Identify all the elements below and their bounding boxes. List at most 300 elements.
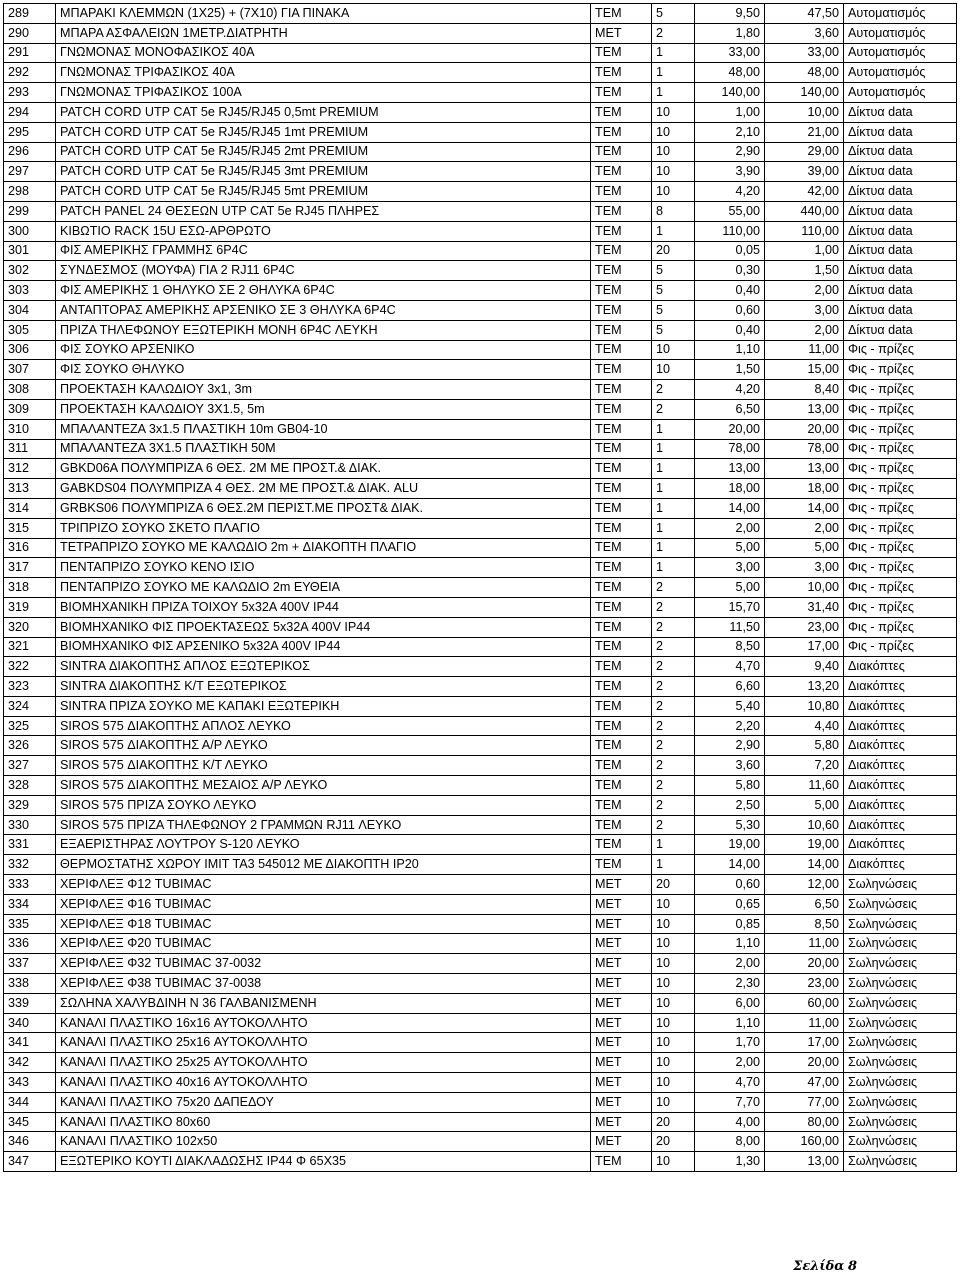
total-cell: 48,00 — [765, 63, 844, 83]
unit-price-cell: 1,80 — [695, 23, 765, 43]
unit-cell: ΤΕΜ — [591, 657, 652, 677]
description-cell: ΣΥΝΔΕΣΜΟΣ (ΜΟΥΦΑ) ΓΙΑ 2 RJ11 6P4C — [56, 261, 591, 281]
unit-cell: ΤΕΜ — [591, 498, 652, 518]
item-number-cell: 344 — [4, 1092, 56, 1112]
category-cell: Σωληνώσεις — [844, 1092, 957, 1112]
table-row — [4, 399, 957, 419]
category-cell: Δίκτυα data — [844, 162, 957, 182]
description-cell: SIROS 575 ΠΡΙΖΑ ΤΗΛΕΦΩΝΟΥ 2 ΓΡΑΜΜΩΝ RJ11 ΛΕΥΚΟ — [56, 815, 591, 835]
item-number-cell: 305 — [4, 320, 56, 340]
category-cell: Σωληνώσεις — [844, 1053, 957, 1073]
description-cell: ΠΡΟΕΚΤΑΣΗ ΚΑΛΩΔΙΟΥ 3Χ1.5, 5m — [56, 399, 591, 419]
unit-cell: ΤΕΜ — [591, 83, 652, 103]
total-cell: 29,00 — [765, 142, 844, 162]
unit-cell: ΤΕΜ — [591, 1152, 652, 1172]
unit-cell: ΤΕΜ — [591, 617, 652, 637]
table-row — [4, 340, 957, 360]
unit-price-cell: 2,00 — [695, 518, 765, 538]
total-cell: 6,50 — [765, 894, 844, 914]
category-cell: Σωληνώσεις — [844, 875, 957, 895]
item-number-cell: 339 — [4, 993, 56, 1013]
quantity-cell: 10 — [652, 1092, 695, 1112]
table-row — [4, 142, 957, 162]
unit-cell: ΤΕΜ — [591, 182, 652, 202]
quantity-cell: 1 — [652, 63, 695, 83]
item-number-cell: 290 — [4, 23, 56, 43]
unit-cell: ΜΕΤ — [591, 954, 652, 974]
description-cell: ΚΑΝΑΛΙ ΠΛΑΣΤΙΚΟ 40x16 ΑΥΤΟΚΟΛΛΗΤΟ — [56, 1073, 591, 1093]
description-cell: PATCH CORD UTP CAT 5e RJ45/RJ45 5mt PREMIUM — [56, 182, 591, 202]
table-row — [4, 122, 957, 142]
table-row — [4, 855, 957, 875]
category-cell: Φις - πρίζες — [844, 419, 957, 439]
category-cell: Σωληνώσεις — [844, 1013, 957, 1033]
table-row — [4, 954, 957, 974]
item-number-cell: 306 — [4, 340, 56, 360]
category-cell: Σωληνώσεις — [844, 934, 957, 954]
total-cell: 12,00 — [765, 875, 844, 895]
unit-price-cell: 1,30 — [695, 1152, 765, 1172]
table-row — [4, 182, 957, 202]
page-number: 8 — [847, 1259, 857, 1274]
description-cell: ΕΞΩΤΕΡΙΚΟ ΚΟΥΤΙ ΔΙΑΚΛΑΔΩΣΗΣ IP44 Φ 65Χ35 — [56, 1152, 591, 1172]
unit-cell: ΤΕΜ — [591, 419, 652, 439]
description-cell: ΠΕΝΤΑΠΡΙΖΟ ΣΟΥΚΟ ΚΕΝΟ ΙΣΙΟ — [56, 558, 591, 578]
unit-price-cell: 0,30 — [695, 261, 765, 281]
description-cell: ΒΙΟΜΗΧΑΝΙΚΗ ΠΡΙΖΑ ΤΟΙΧΟΥ 5x32A 400V IP44 — [56, 597, 591, 617]
unit-cell: ΤΕΜ — [591, 835, 652, 855]
category-cell: Διακόπτες — [844, 657, 957, 677]
quantity-cell: 5 — [652, 300, 695, 320]
total-cell: 47,00 — [765, 1073, 844, 1093]
item-number-cell: 307 — [4, 360, 56, 380]
description-cell: ΤΕΤΡΑΠΡΙΖΟ ΣΟΥΚΟ ΜΕ ΚΑΛΩΔΙΟ 2m + ΔΙΑΚΟΠΤΗ ΠΛΑΓΙΟ — [56, 538, 591, 558]
page-footer — [793, 1258, 857, 1274]
category-cell: Διακόπτες — [844, 716, 957, 736]
unit-cell: ΤΕΜ — [591, 399, 652, 419]
item-number-cell: 324 — [4, 696, 56, 716]
quantity-cell: 10 — [652, 974, 695, 994]
total-cell: 5,80 — [765, 736, 844, 756]
unit-price-cell: 1,50 — [695, 360, 765, 380]
unit-cell: ΤΕΜ — [591, 201, 652, 221]
description-cell: ΧΕΡΙΦΛΕΞ Φ16 TUBIMAC — [56, 894, 591, 914]
category-cell: Αυτοματισμός — [844, 23, 957, 43]
item-number-cell: 303 — [4, 281, 56, 301]
category-cell: Διακόπτες — [844, 677, 957, 697]
unit-price-cell: 1,10 — [695, 1013, 765, 1033]
item-number-cell: 341 — [4, 1033, 56, 1053]
description-cell: ΚΙΒΩΤΙΟ RACK 15U ΕΣΩ-ΑΡΘΡΩΤΟ — [56, 221, 591, 241]
quantity-cell: 2 — [652, 736, 695, 756]
item-number-cell: 292 — [4, 63, 56, 83]
category-cell: Φις - πρίζες — [844, 360, 957, 380]
item-number-cell: 334 — [4, 894, 56, 914]
page-label: Σελίδα — [793, 1259, 845, 1274]
item-number-cell: 293 — [4, 83, 56, 103]
table-row — [4, 261, 957, 281]
quantity-cell: 2 — [652, 677, 695, 697]
unit-price-cell: 4,70 — [695, 1073, 765, 1093]
unit-cell: ΤΕΜ — [591, 261, 652, 281]
quantity-cell: 1 — [652, 479, 695, 499]
unit-price-cell: 8,50 — [695, 637, 765, 657]
unit-price-cell: 2,90 — [695, 142, 765, 162]
table-row — [4, 4, 957, 24]
item-number-cell: 342 — [4, 1053, 56, 1073]
category-cell: Αυτοματισμός — [844, 4, 957, 24]
table-row — [4, 518, 957, 538]
total-cell: 77,00 — [765, 1092, 844, 1112]
unit-cell: ΜΕΤ — [591, 894, 652, 914]
total-cell: 4,40 — [765, 716, 844, 736]
quantity-cell: 20 — [652, 241, 695, 261]
unit-price-cell: 13,00 — [695, 459, 765, 479]
table-row — [4, 558, 957, 578]
item-number-cell: 295 — [4, 122, 56, 142]
category-cell: Σωληνώσεις — [844, 954, 957, 974]
quantity-cell: 1 — [652, 518, 695, 538]
table-row — [4, 974, 957, 994]
unit-cell: ΤΕΜ — [591, 776, 652, 796]
category-cell: Δίκτυα data — [844, 201, 957, 221]
item-number-cell: 347 — [4, 1152, 56, 1172]
description-cell: ΦΙΣ ΣΟΥΚΟ ΑΡΣΕΝΙΚΟ — [56, 340, 591, 360]
quantity-cell: 10 — [652, 1152, 695, 1172]
quantity-cell: 10 — [652, 993, 695, 1013]
description-cell: ΓΝΩΜΟΝΑΣ ΤΡΙΦΑΣΙΚΟΣ 40Α — [56, 63, 591, 83]
total-cell: 3,00 — [765, 300, 844, 320]
category-cell: Σωληνώσεις — [844, 1112, 957, 1132]
item-number-cell: 321 — [4, 637, 56, 657]
unit-price-cell: 4,00 — [695, 1112, 765, 1132]
description-cell: ΕΞΑΕΡΙΣΤΗΡΑΣ ΛΟΥΤΡΟΥ S-120 ΛΕΥΚΟ — [56, 835, 591, 855]
table-row — [4, 716, 957, 736]
unit-cell: ΜΕΤ — [591, 1073, 652, 1093]
unit-price-cell: 1,10 — [695, 934, 765, 954]
quantity-cell: 5 — [652, 281, 695, 301]
item-number-cell: 317 — [4, 558, 56, 578]
unit-price-cell: 6,50 — [695, 399, 765, 419]
item-number-cell: 301 — [4, 241, 56, 261]
unit-cell: ΜΕΤ — [591, 1053, 652, 1073]
category-cell: Διακόπτες — [844, 815, 957, 835]
unit-price-cell: 2,10 — [695, 122, 765, 142]
unit-cell: ΤΕΜ — [591, 221, 652, 241]
unit-price-cell: 55,00 — [695, 201, 765, 221]
total-cell: 42,00 — [765, 182, 844, 202]
quantity-cell: 1 — [652, 835, 695, 855]
total-cell: 160,00 — [765, 1132, 844, 1152]
category-cell: Φις - πρίζες — [844, 578, 957, 598]
total-cell: 8,50 — [765, 914, 844, 934]
category-cell: Φις - πρίζες — [844, 479, 957, 499]
description-cell: SIROS 575 ΔΙΑΚΟΠΤΗΣ ΑΠΛΟΣ ΛΕΥΚΟ — [56, 716, 591, 736]
unit-cell: ΜΕΤ — [591, 934, 652, 954]
unit-price-cell: 0,40 — [695, 281, 765, 301]
total-cell: 13,00 — [765, 1152, 844, 1172]
quantity-cell: 2 — [652, 399, 695, 419]
total-cell: 2,00 — [765, 320, 844, 340]
quantity-cell: 20 — [652, 1132, 695, 1152]
unit-price-cell: 0,60 — [695, 875, 765, 895]
category-cell: Φις - πρίζες — [844, 380, 957, 400]
item-number-cell: 289 — [4, 4, 56, 24]
unit-cell: ΤΕΜ — [591, 736, 652, 756]
unit-price-cell: 5,00 — [695, 578, 765, 598]
quantity-cell: 10 — [652, 182, 695, 202]
unit-cell: ΤΕΜ — [591, 637, 652, 657]
unit-price-cell: 14,00 — [695, 855, 765, 875]
quantity-cell: 10 — [652, 142, 695, 162]
quantity-cell: 1 — [652, 221, 695, 241]
quantity-cell: 2 — [652, 716, 695, 736]
item-number-cell: 300 — [4, 221, 56, 241]
total-cell: 3,00 — [765, 558, 844, 578]
quantity-cell: 2 — [652, 815, 695, 835]
unit-price-cell: 4,70 — [695, 657, 765, 677]
unit-price-cell: 0,85 — [695, 914, 765, 934]
unit-cell: ΤΕΜ — [591, 320, 652, 340]
category-cell: Φις - πρίζες — [844, 558, 957, 578]
category-cell: Σωληνώσεις — [844, 1152, 957, 1172]
quantity-cell: 1 — [652, 855, 695, 875]
category-cell: Αυτοματισμός — [844, 43, 957, 63]
quantity-cell: 8 — [652, 201, 695, 221]
unit-cell: ΤΕΜ — [591, 795, 652, 815]
table-row — [4, 162, 957, 182]
total-cell: 11,00 — [765, 1013, 844, 1033]
quantity-cell: 10 — [652, 894, 695, 914]
total-cell: 1,50 — [765, 261, 844, 281]
description-cell: ΦΙΣ ΑΜΕΡΙΚΗΣ ΓΡΑΜΜΗΣ 6P4C — [56, 241, 591, 261]
item-number-cell: 299 — [4, 201, 56, 221]
description-cell: ΦΙΣ ΑΜΕΡΙΚΗΣ 1 ΘΗΛΥΚΟ ΣΕ 2 ΘΗΛΥΚΑ 6P4C — [56, 281, 591, 301]
description-cell: ΠΡΙΖΑ ΤΗΛΕΦΩΝΟΥ ΕΞΩΤΕΡΙΚΗ ΜΟΝΗ 6P4C ΛΕΥΚΗ — [56, 320, 591, 340]
unit-price-cell: 2,00 — [695, 954, 765, 974]
description-cell: SINTRA ΔΙΑΚΟΠΤΗΣ Κ/Τ ΕΞΩΤΕΡΙΚΟΣ — [56, 677, 591, 697]
table-row — [4, 23, 957, 43]
category-cell: Διακόπτες — [844, 855, 957, 875]
total-cell: 13,20 — [765, 677, 844, 697]
total-cell: 21,00 — [765, 122, 844, 142]
unit-cell: ΤΕΜ — [591, 102, 652, 122]
category-cell: Σωληνώσεις — [844, 1033, 957, 1053]
item-number-cell: 346 — [4, 1132, 56, 1152]
unit-price-cell: 2,90 — [695, 736, 765, 756]
unit-price-cell: 4,20 — [695, 182, 765, 202]
quantity-cell: 1 — [652, 419, 695, 439]
category-cell: Φις - πρίζες — [844, 518, 957, 538]
quantity-cell: 2 — [652, 696, 695, 716]
category-cell: Φις - πρίζες — [844, 637, 957, 657]
unit-cell: ΤΕΜ — [591, 439, 652, 459]
table-row — [4, 1033, 957, 1053]
table-row — [4, 1053, 957, 1073]
item-number-cell: 314 — [4, 498, 56, 518]
table-row — [4, 380, 957, 400]
unit-cell: ΤΕΜ — [591, 380, 652, 400]
category-cell: Φις - πρίζες — [844, 399, 957, 419]
unit-price-cell: 78,00 — [695, 439, 765, 459]
unit-price-cell: 2,50 — [695, 795, 765, 815]
total-cell: 18,00 — [765, 479, 844, 499]
unit-cell: ΤΕΜ — [591, 281, 652, 301]
quantity-cell: 10 — [652, 934, 695, 954]
total-cell: 15,00 — [765, 360, 844, 380]
table-row — [4, 1112, 957, 1132]
total-cell: 39,00 — [765, 162, 844, 182]
total-cell: 13,00 — [765, 459, 844, 479]
item-number-cell: 309 — [4, 399, 56, 419]
item-number-cell: 315 — [4, 518, 56, 538]
table-row — [4, 419, 957, 439]
category-cell: Φις - πρίζες — [844, 617, 957, 637]
total-cell: 5,00 — [765, 795, 844, 815]
table-row — [4, 221, 957, 241]
total-cell: 11,00 — [765, 934, 844, 954]
table-row — [4, 83, 957, 103]
category-cell: Δίκτυα data — [844, 281, 957, 301]
item-number-cell: 343 — [4, 1073, 56, 1093]
quantity-cell: 1 — [652, 498, 695, 518]
description-cell: ΜΠΑΡΑ ΑΣΦΑΛΕΙΩΝ 1ΜΕΤΡ.ΔΙΑΤΡΗΤΗ — [56, 23, 591, 43]
unit-price-cell: 0,40 — [695, 320, 765, 340]
unit-cell: ΤΕΜ — [591, 578, 652, 598]
description-cell: ΧΕΡΙΦΛΕΞ Φ38 TUBIMAC 37-0038 — [56, 974, 591, 994]
quantity-cell: 5 — [652, 261, 695, 281]
unit-cell: ΤΕΜ — [591, 340, 652, 360]
total-cell: 110,00 — [765, 221, 844, 241]
unit-price-cell: 5,30 — [695, 815, 765, 835]
unit-price-cell: 2,30 — [695, 974, 765, 994]
item-number-cell: 316 — [4, 538, 56, 558]
item-number-cell: 304 — [4, 300, 56, 320]
quantity-cell: 20 — [652, 875, 695, 895]
table-row — [4, 934, 957, 954]
category-cell: Αυτοματισμός — [844, 63, 957, 83]
item-number-cell: 331 — [4, 835, 56, 855]
unit-price-cell: 6,00 — [695, 993, 765, 1013]
unit-cell: ΤΕΜ — [591, 538, 652, 558]
unit-cell: ΤΕΜ — [591, 479, 652, 499]
unit-cell: ΤΕΜ — [591, 162, 652, 182]
item-number-cell: 302 — [4, 261, 56, 281]
unit-cell: ΜΕΤ — [591, 23, 652, 43]
total-cell: 60,00 — [765, 993, 844, 1013]
description-cell: PATCH CORD UTP CAT 5e RJ45/RJ45 2mt PREMIUM — [56, 142, 591, 162]
item-number-cell: 327 — [4, 756, 56, 776]
quantity-cell: 1 — [652, 439, 695, 459]
total-cell: 20,00 — [765, 954, 844, 974]
description-cell: SINTRA ΔΙΑΚΟΠΤΗΣ ΑΠΛΟΣ ΕΞΩΤΕΡΙΚΟΣ — [56, 657, 591, 677]
item-number-cell: 330 — [4, 815, 56, 835]
table-row — [4, 201, 957, 221]
category-cell: Φις - πρίζες — [844, 459, 957, 479]
unit-price-cell: 2,00 — [695, 1053, 765, 1073]
unit-price-cell: 1,00 — [695, 102, 765, 122]
category-cell: Σωληνώσεις — [844, 1132, 957, 1152]
item-number-cell: 340 — [4, 1013, 56, 1033]
table-row — [4, 637, 957, 657]
unit-cell: ΜΕΤ — [591, 1112, 652, 1132]
total-cell: 33,00 — [765, 43, 844, 63]
table-row — [4, 498, 957, 518]
item-number-cell: 297 — [4, 162, 56, 182]
table-row — [4, 894, 957, 914]
unit-price-cell: 11,50 — [695, 617, 765, 637]
item-number-cell: 336 — [4, 934, 56, 954]
table-row — [4, 1092, 957, 1112]
category-cell: Σωληνώσεις — [844, 1073, 957, 1093]
description-cell: PATCH CORD UTP CAT 5e RJ45/RJ45 1mt PREMIUM — [56, 122, 591, 142]
quantity-cell: 1 — [652, 538, 695, 558]
unit-price-cell: 1,10 — [695, 340, 765, 360]
total-cell: 11,00 — [765, 340, 844, 360]
item-number-cell: 322 — [4, 657, 56, 677]
table-row — [4, 835, 957, 855]
item-number-cell: 319 — [4, 597, 56, 617]
table-row — [4, 360, 957, 380]
description-cell: PATCH PANEL 24 ΘΕΣΕΩΝ UTP CAT 5e RJ45 ΠΛΗΡΕΣ — [56, 201, 591, 221]
unit-price-cell: 9,50 — [695, 4, 765, 24]
category-cell: Δίκτυα data — [844, 182, 957, 202]
description-cell: ΧΕΡΙΦΛΕΞ Φ20 TUBIMAC — [56, 934, 591, 954]
description-cell: ΚΑΝΑΛΙ ΠΛΑΣΤΙΚΟ 102x50 — [56, 1132, 591, 1152]
quantity-cell: 5 — [652, 4, 695, 24]
table-row — [4, 1152, 957, 1172]
category-cell: Διακόπτες — [844, 736, 957, 756]
unit-cell: ΤΕΜ — [591, 696, 652, 716]
unit-cell: ΤΕΜ — [591, 677, 652, 697]
total-cell: 17,00 — [765, 1033, 844, 1053]
unit-cell: ΜΕΤ — [591, 1033, 652, 1053]
table-row — [4, 597, 957, 617]
quantity-cell: 2 — [652, 380, 695, 400]
quantity-cell: 2 — [652, 597, 695, 617]
quantity-cell: 10 — [652, 162, 695, 182]
category-cell: Φις - πρίζες — [844, 498, 957, 518]
quantity-cell: 2 — [652, 617, 695, 637]
category-cell: Δίκτυα data — [844, 221, 957, 241]
table-row — [4, 281, 957, 301]
description-cell: ΦΙΣ ΣΟΥΚΟ ΘΗΛΥΚΟ — [56, 360, 591, 380]
unit-price-cell: 140,00 — [695, 83, 765, 103]
description-cell: ΒΙΟΜΗΧΑΝΙΚΟ ΦΙΣ ΠΡΟΕΚΤΑΣΕΩΣ 5x32A 400V IP44 — [56, 617, 591, 637]
description-cell: PATCH CORD UTP CAT 5e RJ45/RJ45 0,5mt PREMIUM — [56, 102, 591, 122]
unit-price-cell: 33,00 — [695, 43, 765, 63]
unit-price-cell: 14,00 — [695, 498, 765, 518]
category-cell: Φις - πρίζες — [844, 597, 957, 617]
item-number-cell: 298 — [4, 182, 56, 202]
table-row — [4, 1013, 957, 1033]
quantity-cell: 2 — [652, 776, 695, 796]
quantity-cell: 2 — [652, 637, 695, 657]
category-cell: Δίκτυα data — [844, 122, 957, 142]
total-cell: 10,60 — [765, 815, 844, 835]
category-cell: Φις - πρίζες — [844, 439, 957, 459]
total-cell: 47,50 — [765, 4, 844, 24]
table-row — [4, 756, 957, 776]
total-cell: 140,00 — [765, 83, 844, 103]
description-cell: PATCH CORD UTP CAT 5e RJ45/RJ45 3mt PREMIUM — [56, 162, 591, 182]
table-row — [4, 1073, 957, 1093]
unit-cell: ΤΕΜ — [591, 716, 652, 736]
unit-cell: ΤΕΜ — [591, 597, 652, 617]
unit-cell: ΤΕΜ — [591, 756, 652, 776]
unit-cell: ΜΕΤ — [591, 875, 652, 895]
table-row — [4, 993, 957, 1013]
